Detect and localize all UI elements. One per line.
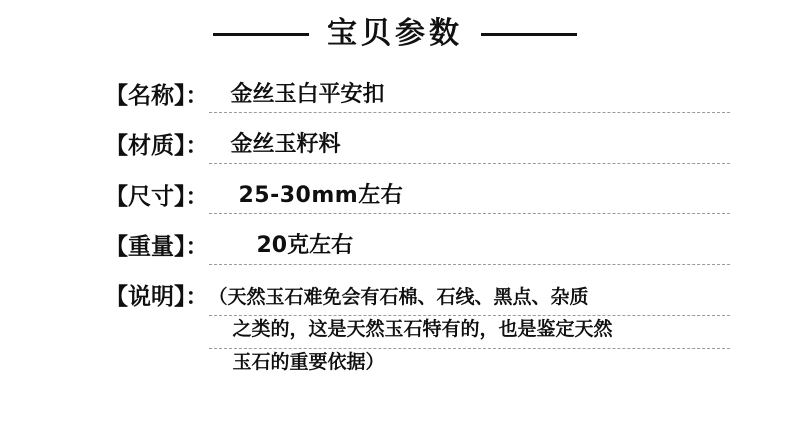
spec-value-material: 金丝玉籽料: [230, 132, 341, 158]
spec-value-wrap-size: [209, 183, 731, 214]
spec-label-note: 【说明】：: [105, 283, 209, 310]
spec-row-size: [105, 183, 730, 214]
title-rule-right: [481, 33, 577, 36]
spec-note-line-1: （天然玉石难免会有石棉、石线、黑点、杂质: [209, 284, 731, 317]
spec-value-wrap-material: [209, 132, 731, 163]
title-rule-left: [213, 33, 309, 36]
spec-label-material: 【材质】：: [105, 133, 209, 160]
spec-list: [0, 82, 790, 381]
spec-value-name: 金丝玉白平安扣: [230, 82, 385, 107]
spec-row-name: [105, 82, 730, 113]
page-title: [0, 0, 790, 52]
spec-value-wrap-weight: [209, 233, 731, 264]
spec-label-name: 【名称】：: [105, 82, 209, 109]
page-title-text: 宝贝参数: [327, 16, 463, 51]
spec-note-line-3: 玉石的重要依据）: [232, 351, 385, 374]
spec-row-weight: [105, 233, 730, 264]
spec-label-weight: 【重量】：: [105, 234, 209, 261]
spec-note-lines: [209, 284, 731, 381]
spec-row-material: [105, 132, 730, 163]
spec-row-note: [105, 284, 730, 381]
spec-label-size: 【尺寸】：: [105, 183, 209, 210]
spec-value-wrap-name: [209, 82, 731, 113]
spec-note-line-2: 之类的，这是天然玉石特有的，也是鉴定天然: [209, 316, 731, 349]
spec-value-size: 25-30mm左右: [238, 182, 404, 208]
spec-value-weight: 20克左右: [256, 233, 354, 259]
